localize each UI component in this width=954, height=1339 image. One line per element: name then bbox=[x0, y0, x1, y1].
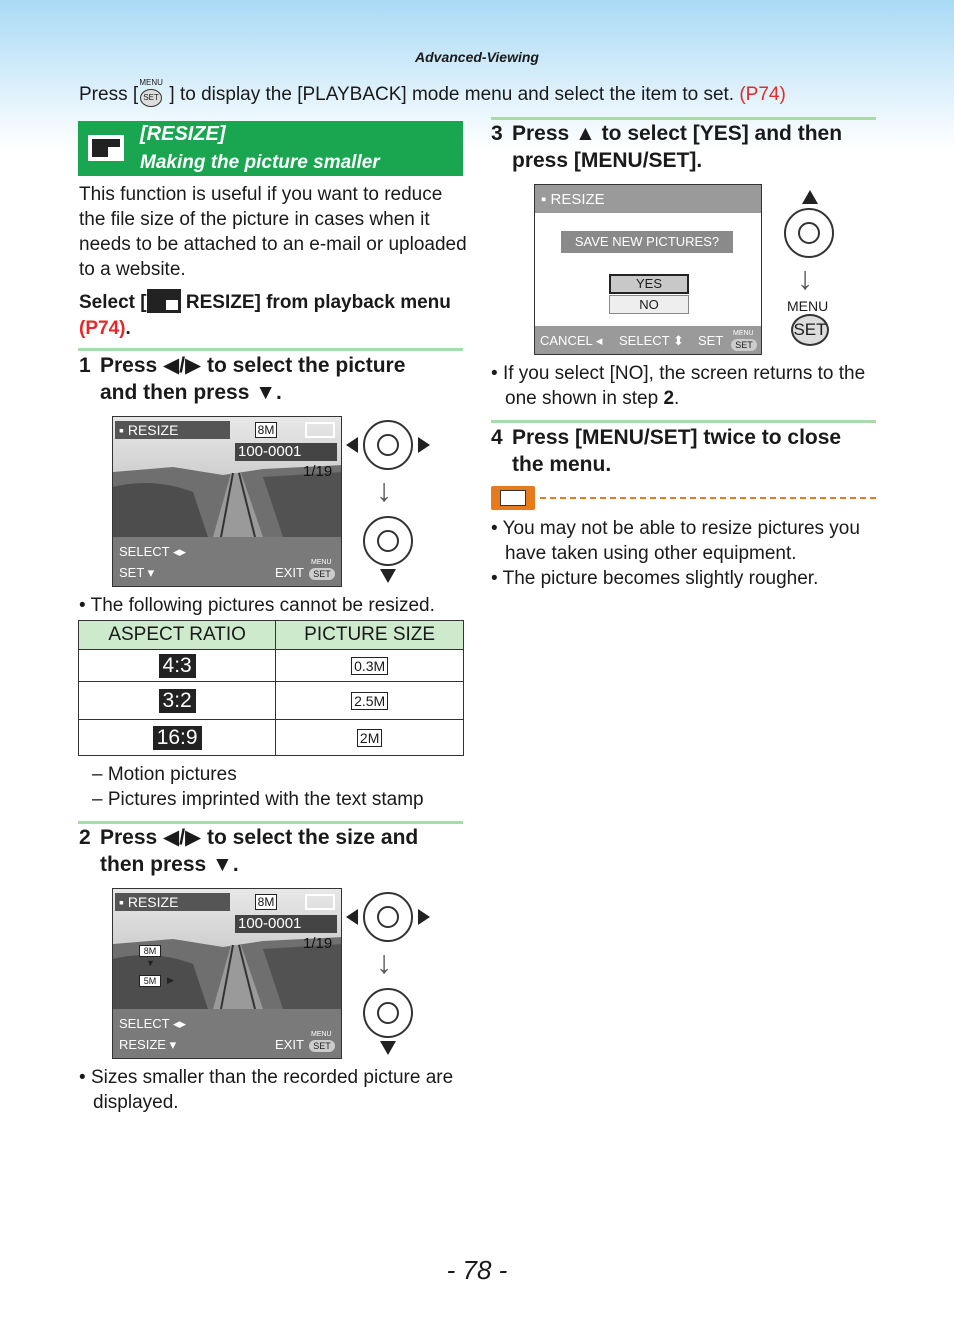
section-label: Advanced-Viewing bbox=[415, 49, 539, 65]
lcd-exit: EXIT bbox=[275, 1037, 304, 1052]
lcd-resize: RESIZE bbox=[119, 1037, 166, 1052]
cursor-dial-icon bbox=[363, 988, 413, 1038]
left-arrow-icon bbox=[346, 909, 358, 925]
camera-screen-1 bbox=[112, 416, 342, 587]
battery-icon bbox=[305, 894, 335, 910]
cursor-dial-icon bbox=[363, 892, 413, 942]
set-label: SET bbox=[140, 89, 162, 107]
note-end: . bbox=[674, 388, 680, 409]
menu-set-button-icon: SET bbox=[791, 314, 829, 346]
lcd-title-text: RESIZE bbox=[127, 894, 179, 910]
lcd-set: SET bbox=[119, 565, 145, 580]
lcd-set-hint: SET ▾ bbox=[119, 565, 155, 580]
select-instruction bbox=[79, 289, 469, 342]
lcd-exit: EXIT bbox=[275, 565, 304, 580]
size-right-arrow-icon: ▶ bbox=[167, 975, 174, 985]
size-current-badge: 8M bbox=[139, 945, 161, 957]
quality-badge: 8M bbox=[255, 422, 277, 438]
intro-page-ref: (P74) bbox=[739, 84, 786, 105]
lcd-select-hint: SELECT ◂▸ bbox=[119, 544, 187, 559]
lcd-set-button: SET bbox=[309, 568, 335, 580]
resize-icon bbox=[88, 135, 124, 161]
note-text: If you select [NO], the screen returns to the one shown in step bbox=[502, 363, 866, 409]
camera-screen-2 bbox=[112, 888, 342, 1059]
cursor-dial-icon bbox=[363, 420, 413, 470]
step-2 bbox=[79, 824, 469, 878]
save-question: SAVE NEW PICTURES? bbox=[561, 231, 733, 253]
file-number: 100-0001 bbox=[238, 443, 302, 460]
step-line: Press ◀/▶ to select the picture bbox=[100, 354, 406, 377]
menu-label: MENU bbox=[139, 78, 163, 87]
select-prefix: Select [ bbox=[79, 292, 147, 313]
lcd-select: SELECT bbox=[119, 1016, 170, 1031]
lcd-cancel: CANCEL bbox=[540, 333, 593, 348]
banner-subtitle: Making the picture smaller bbox=[140, 152, 380, 173]
lcd-resize-hint: RESIZE ▾ bbox=[119, 1037, 177, 1052]
battery-icon bbox=[305, 422, 335, 438]
note-text: Pictures imprinted with the text stamp bbox=[107, 789, 424, 810]
right-arrow-icon bbox=[418, 437, 430, 453]
lcd-select-hint: SELECT ⬍ bbox=[619, 333, 684, 348]
lcd-title: ▪ RESIZE bbox=[119, 894, 179, 910]
lcd-title-text: RESIZE bbox=[550, 191, 605, 208]
down-arrow-icon bbox=[380, 569, 396, 583]
lcd-select: SELECT bbox=[119, 544, 170, 559]
note-text: The picture becomes slightly rougher. bbox=[502, 568, 819, 589]
step-line: then press ▼. bbox=[100, 853, 239, 876]
note-text: Motion pictures bbox=[107, 764, 237, 785]
lcd-set: SET bbox=[698, 333, 724, 348]
step-divider bbox=[78, 348, 463, 351]
step-4 bbox=[491, 424, 891, 478]
note-stamp: – Pictures imprinted with the text stamp bbox=[92, 789, 424, 810]
lcd-menu-label: MENU bbox=[311, 559, 332, 566]
down-arrow-icon bbox=[380, 1041, 396, 1055]
yes-option[interactable]: YES bbox=[609, 274, 689, 294]
lcd-select-hint: SELECT ◂▸ bbox=[119, 1016, 187, 1031]
menu-set-icon bbox=[138, 80, 164, 108]
lcd-select: SELECT bbox=[619, 333, 670, 348]
lcd-set-button: SET bbox=[731, 339, 757, 351]
file-number: 100-0001 bbox=[238, 915, 302, 932]
select-period: . bbox=[125, 318, 131, 339]
lcd-set-button: SET bbox=[309, 1040, 335, 1052]
down-flow-arrow-icon: ↓ bbox=[376, 944, 392, 980]
unresizable-table bbox=[78, 620, 464, 756]
table-row bbox=[79, 720, 464, 756]
resize-icon bbox=[147, 289, 181, 313]
step-divider bbox=[491, 420, 876, 423]
description: This function is useful if you want to reduce the file size of the picture in cases when it needs to be attached to an e-mail or uploaded to a website. bbox=[79, 184, 467, 280]
step-number: 2 bbox=[79, 826, 91, 849]
note-other-equipment: • You may not be able to resize pictures you have taken using other equipment. bbox=[491, 518, 860, 564]
note-dash-rule bbox=[540, 497, 876, 499]
picture-count: 1/19 bbox=[303, 463, 333, 480]
lcd-menu-label: MENU bbox=[311, 1031, 332, 1038]
camera-screen-3 bbox=[534, 184, 762, 355]
note-text: The following pictures cannot be resized. bbox=[90, 595, 435, 616]
intro-press: Press [ bbox=[79, 84, 139, 105]
note-motion: – Motion pictures bbox=[92, 764, 237, 785]
quality-badge: 8M bbox=[255, 894, 277, 910]
note-text: You may not be able to resize pictures you have taken using other equipment. bbox=[502, 518, 860, 564]
size-badge: 0.3M bbox=[351, 657, 388, 675]
right-arrow-icon bbox=[418, 909, 430, 925]
note-sizes-smaller: • Sizes smaller than the recorded picture are displayed. bbox=[79, 1067, 454, 1113]
note-step-ref: 2 bbox=[663, 388, 675, 409]
page-number: - 78 - bbox=[446, 1255, 508, 1285]
step-line: Press ◀/▶ to select the size and bbox=[100, 826, 419, 849]
resize-banner bbox=[78, 121, 463, 176]
step-line: press [MENU/SET]. bbox=[512, 149, 703, 172]
left-arrow-icon bbox=[346, 437, 358, 453]
size-new-badge: 5M bbox=[139, 975, 161, 987]
step-line: Press ▲ to select [YES] and then bbox=[512, 122, 843, 145]
down-flow-arrow-icon: ↓ bbox=[376, 472, 392, 508]
table-row bbox=[79, 650, 464, 682]
table-row bbox=[79, 682, 464, 720]
lcd-title: ▪ RESIZE bbox=[541, 191, 605, 208]
note-if-no: • If you select [NO], the screen returns to the one shown in step 2. bbox=[491, 363, 866, 409]
lcd-title: ▪ RESIZE bbox=[119, 422, 179, 438]
note-text: Sizes smaller than the recorded picture are displayed. bbox=[90, 1067, 454, 1113]
ratio-badge: 3:2 bbox=[159, 689, 196, 713]
cursor-dial-icon bbox=[363, 516, 413, 566]
step-1 bbox=[79, 352, 469, 406]
lcd-menu-label: MENU bbox=[733, 330, 754, 337]
ratio-badge: 4:3 bbox=[159, 654, 196, 678]
step-number: 4 bbox=[491, 426, 503, 449]
step-line: Press [MENU/SET] twice to close bbox=[512, 426, 842, 449]
no-option[interactable]: NO bbox=[609, 295, 689, 314]
menu-label: MENU bbox=[787, 298, 829, 314]
note-rougher: • The picture becomes slightly rougher. bbox=[491, 568, 819, 589]
banner-title: [RESIZE] bbox=[140, 123, 226, 145]
select-suffix: RESIZE] from playback menu bbox=[185, 292, 451, 313]
step-3 bbox=[491, 120, 891, 174]
picture-count: 1/19 bbox=[303, 935, 333, 952]
size-badge: 2M bbox=[357, 729, 382, 747]
intro-rest: ] to display the [PLAYBACK] mode menu and select the item to set. bbox=[169, 84, 735, 105]
step-line: and then press ▼. bbox=[100, 381, 282, 404]
header-picture-size: PICTURE SIZE bbox=[276, 621, 464, 650]
cursor-dial-icon bbox=[784, 208, 834, 258]
step-line: the menu. bbox=[512, 453, 612, 476]
size-badge: 2.5M bbox=[351, 692, 388, 710]
ratio-badge: 16:9 bbox=[153, 726, 202, 750]
lcd-cancel-hint: CANCEL ◂ bbox=[540, 333, 603, 348]
note-cannot-resize: • The following pictures cannot be resized. bbox=[79, 595, 435, 616]
note-icon bbox=[491, 486, 535, 510]
size-down-arrow-icon: ▼ bbox=[146, 958, 155, 968]
select-page-ref: (P74) bbox=[79, 318, 126, 339]
header-aspect-ratio: ASPECT RATIO bbox=[79, 621, 276, 650]
intro-text bbox=[79, 80, 786, 108]
up-arrow-icon bbox=[802, 190, 818, 204]
step-number: 1 bbox=[79, 354, 91, 377]
step-number: 3 bbox=[491, 122, 503, 145]
down-flow-arrow-icon: ↓ bbox=[797, 260, 813, 296]
lcd-title-text: RESIZE bbox=[127, 422, 179, 438]
